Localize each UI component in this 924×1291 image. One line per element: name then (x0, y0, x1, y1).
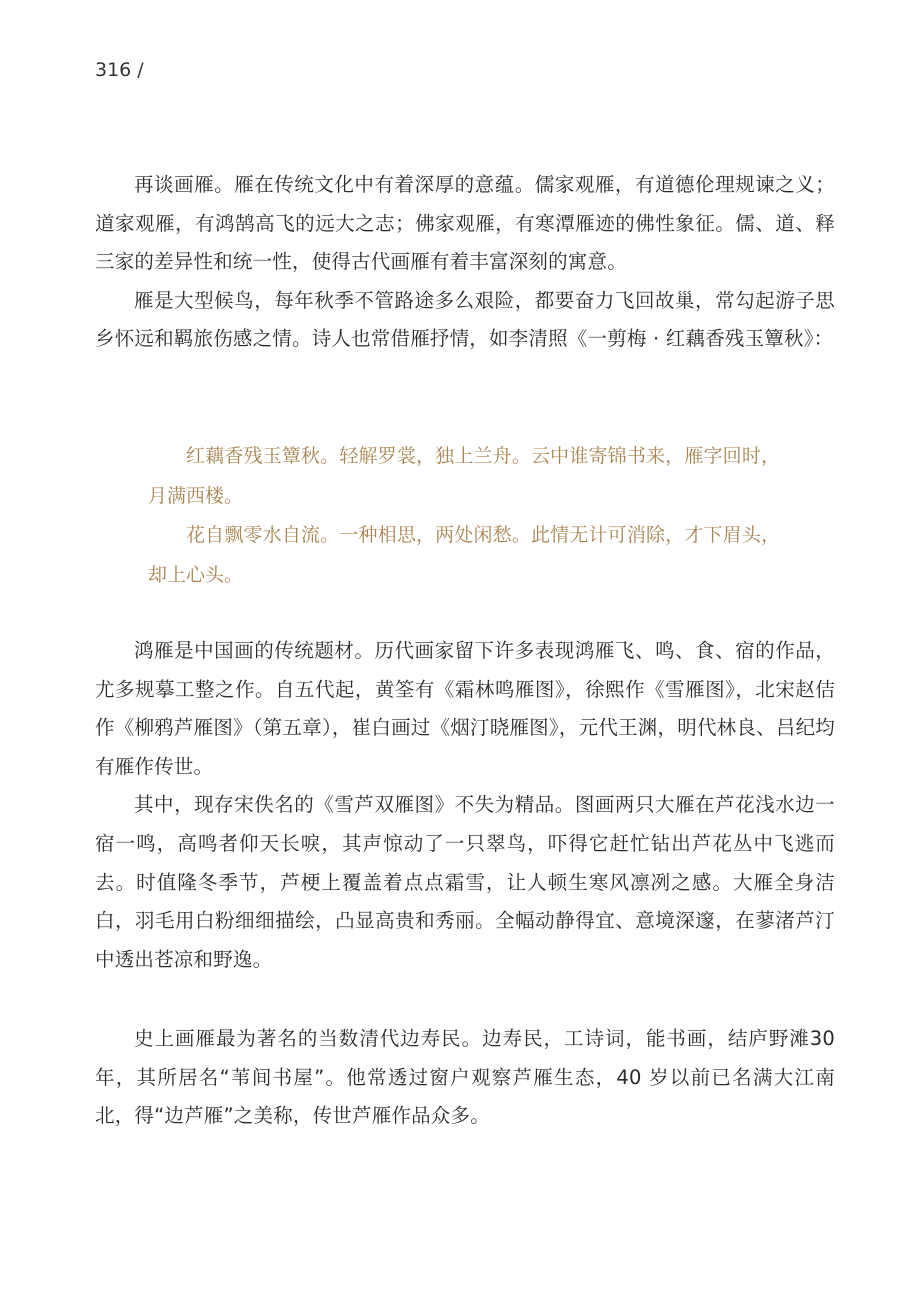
poem-quote (148, 437, 780, 595)
body-text-section-1 (95, 166, 835, 359)
page-number: 316 / (95, 59, 144, 81)
paragraph-migratory-bird: 雁是大型候鸟，每年秋季不管路途多么艰险，都要奋力飞回故巢，常勾起游子思乡怀远和羁旅伤感之情。诗人也常借雁抒情，如李清照《一剪梅 · 红藕香残玉簟秋》： (95, 288, 835, 351)
poem-stanza-1: 红藕香残玉簟秋。轻解罗裳，独上兰舟。云中谁寄锦书来，雁字回时，月满西楼。 (148, 445, 780, 507)
paragraph-bian-shoumin: 史上画雁最为著名的当数清代边寿民。边寿民，工诗词，能书画，结庐野滩30 年，其所居名“苇间书屋”。他常透过窗户观察芦雁生态，40 岁以前已名满大江南北，得“边芦雁”之美称，传世芦雁作品众多。 (95, 1027, 835, 1128)
poem-stanza-2: 花自飘零水自流。一种相思，两处闲愁。此情无计可消除，才下眉头，却上心头。 (148, 524, 780, 586)
body-text-section-3 (95, 1020, 835, 1136)
paragraph-traditional-subject: 鸿雁是中国画的传统题材。历代画家留下许多表现鸿雁飞、鸣、食、宿的作品，尤多规摹工整之作。自五代起，黄筌有《霜林鸣雁图》，徐熙作《雪雁图》，北宋赵佶作《柳鸦芦雁图》（第五章），崔白画过《烟汀晓雁图》，元代王渊，明代林良、吕纪均有雁作传世。 (95, 639, 835, 778)
paragraph-painting-geese-intro: 再谈画雁。雁在传统文化中有着深厚的意蕴。儒家观雁，有道德伦理规谏之义；道家观雁，有鸿鹄高飞的远大之志；佛家观雁，有寒潭雁迹的佛性象征。儒、道、释三家的差异性和统一性，使得古代画雁有着丰富深刻的寓意。 (95, 173, 835, 274)
paragraph-snow-reed-geese: 其中，现存宋佚名的《雪芦双雁图》不失为精品。图画两只大雁在芦花浅水边一宿一鸣，高鸣者仰天长唳，其声惊动了一只翠鸟，吓得它赶忙钻出芦花丛中飞逃而去。时值隆冬季节，芦梗上覆盖着点点霜雪，让人顿生寒风凛冽之感。大雁全身洁白，羽毛用白粉细细描绘，凸显高贵和秀丽。全幅动静得宜、意境深邃，在蓼渚芦汀中透出苍凉和野逸。 (95, 793, 835, 971)
body-text-section-2 (95, 632, 835, 979)
